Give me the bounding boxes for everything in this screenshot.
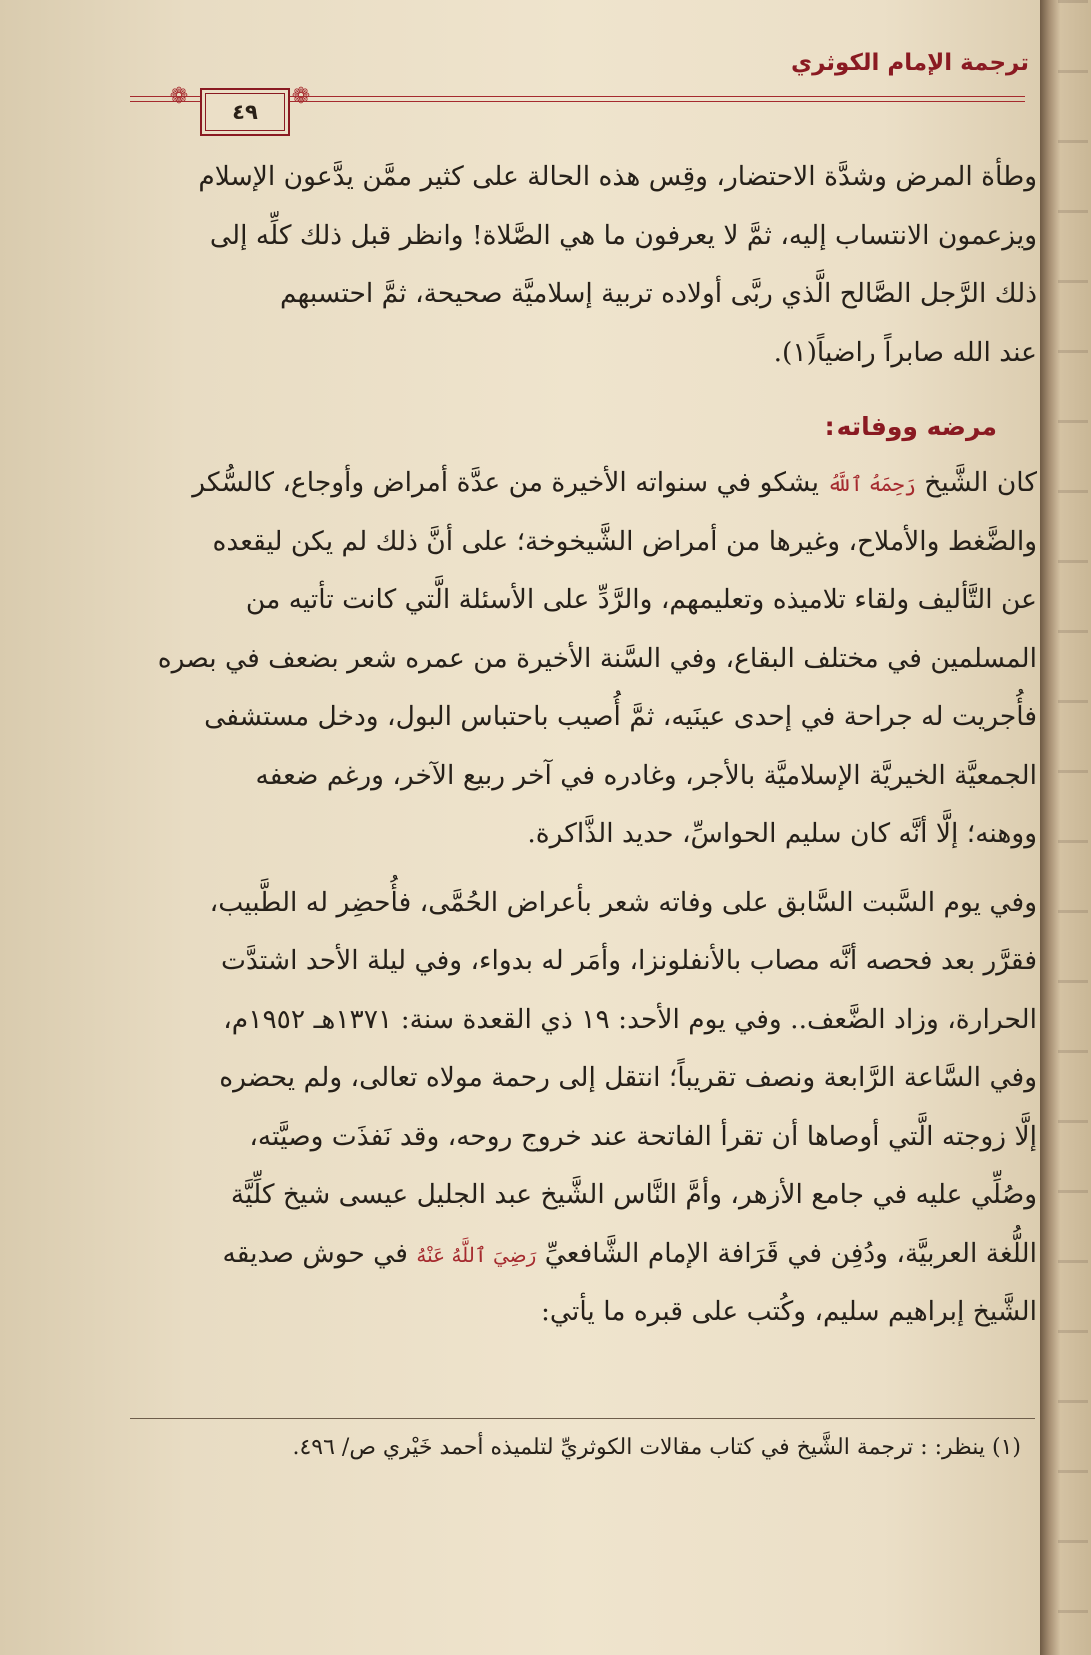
honorific-radiyallahu: رَضِيَ ٱللَّهُ عَنْهُ	[416, 1242, 537, 1267]
text-line	[132, 1225, 1037, 1284]
text-fragment: اللُّغة العربيَّة، ودُفِن في قَرَافة الإمام الشَّافعيِّ	[544, 1237, 1037, 1269]
text-line: ذلك الرَّجل الصَّالح الَّذي ربَّى أولاده تربية إسلاميَّة صحيحة، ثمَّ احتسبهم	[280, 278, 1037, 309]
text-line: وفي يوم السَّبت السَّابق على وفاته شعر بأعراض الحُمَّى، فأُحضِر له الطَّبيب،	[209, 886, 1037, 918]
text-line: عن التَّأليف ولقاء تلاميذه وتعليمهم، والرَّدِّ على الأسئلة الَّتي كانت تأتيه من	[245, 584, 1037, 615]
text-fragment: كان الشَّيخ	[924, 467, 1037, 498]
text-line: الحرارة، وزاد الضَّعف.. وفي يوم الأحد: ١٩ ذي القعدة سنة: ١٣٧١هـ ١٩٥٢م،	[223, 1003, 1037, 1035]
main-text	[132, 148, 1037, 1342]
text-line: وفي السَّاعة الرَّابعة ونصف تقريباً؛ انتقل إلى رحمة مولاه تعالى، ولم يحضره	[219, 1062, 1037, 1093]
footnote: (١) ينظر: : ترجمة الشَّيخ في كتاب مقالات الكوثريِّ لتلميذه أحمد خَيْري ص/ ٤٩٦.	[292, 1435, 1021, 1460]
text-line: ويزعمون الانتساب إليه، ثمَّ لا يعرفون ما هي الصَّلاة! وانظر قبل ذلك كلِّه إلى	[209, 219, 1037, 251]
text-fragment: في حوش صديقه	[222, 1237, 408, 1269]
left-ornament-icon: ❁	[169, 84, 189, 109]
right-ornament-icon: ❁	[291, 84, 311, 109]
text-line: وصُلِّي عليه في جامع الأزهر، وأمَّ النَّاس الشَّيخ عبد الجليل عيسى شيخ كلِّيَّة	[230, 1179, 1037, 1210]
text-line: عند الله صابراً راضياً(١).	[773, 336, 1037, 368]
text-line: المسلمين في مختلف البقاع، وفي السَّنة الأخيرة من عمره شعر بضعف في بصره	[157, 642, 1037, 674]
next-page-text-fragments	[1058, 0, 1088, 1655]
text-line: فأُجريت له جراحة في إحدى عينَيه، ثمَّ أُصيب باحتباس البول، ودخل مستشفى	[204, 701, 1037, 732]
footnote-rule	[130, 1418, 1035, 1419]
text-line: الجمعيَّة الخيريَّة الإسلاميَّة بالأجر، وغادره في آخر ربيع الآخر، ورغم ضعفه	[255, 759, 1037, 791]
text-line: الشَّيخ إبراهيم سليم، وكُتب على قبره ما يأتي:	[540, 1296, 1037, 1327]
text-line: ووهنه؛ إلَّا أنَّه كان سليم الحواسِّ، حديد الذَّاكرة.	[527, 818, 1037, 849]
text-line: فقرَّر بعد فحصه أنَّه مصاب بالأنفلونزا، وأمَر له بدواء، وفي ليلة الأحد اشتدَّت	[221, 945, 1037, 976]
section-heading: مرضه ووفاته :	[825, 412, 997, 441]
text-line: والضَّغط والأملاح، وغيرها من أمراض الشَّيخوخة؛ على أنَّ ذلك لم يكن ليقعده	[212, 525, 1037, 557]
text-line: إلَّا زوجته الَّتي أوصاها أن تقرأ الفاتحة عند خروج روحه، وقد نَفذَت وصيَّته،	[249, 1120, 1037, 1152]
honorific-rahimahullah: رَحِمَهُ ٱللَّهُ	[827, 472, 916, 496]
page-number: ٤٩	[200, 88, 290, 136]
text-line: وطأة المرض وشدَّة الاحتضار، وقِس هذه الحالة على كثير ممَّن يدَّعون الإسلام	[198, 161, 1037, 192]
text-fragment: يشكو في سنواته الأخيرة من عدَّة أمراض وأوجاع، كالسُّكر	[192, 467, 819, 498]
text-line	[132, 454, 1037, 513]
running-title: ترجمة الإمام الكوثري	[791, 50, 1029, 76]
